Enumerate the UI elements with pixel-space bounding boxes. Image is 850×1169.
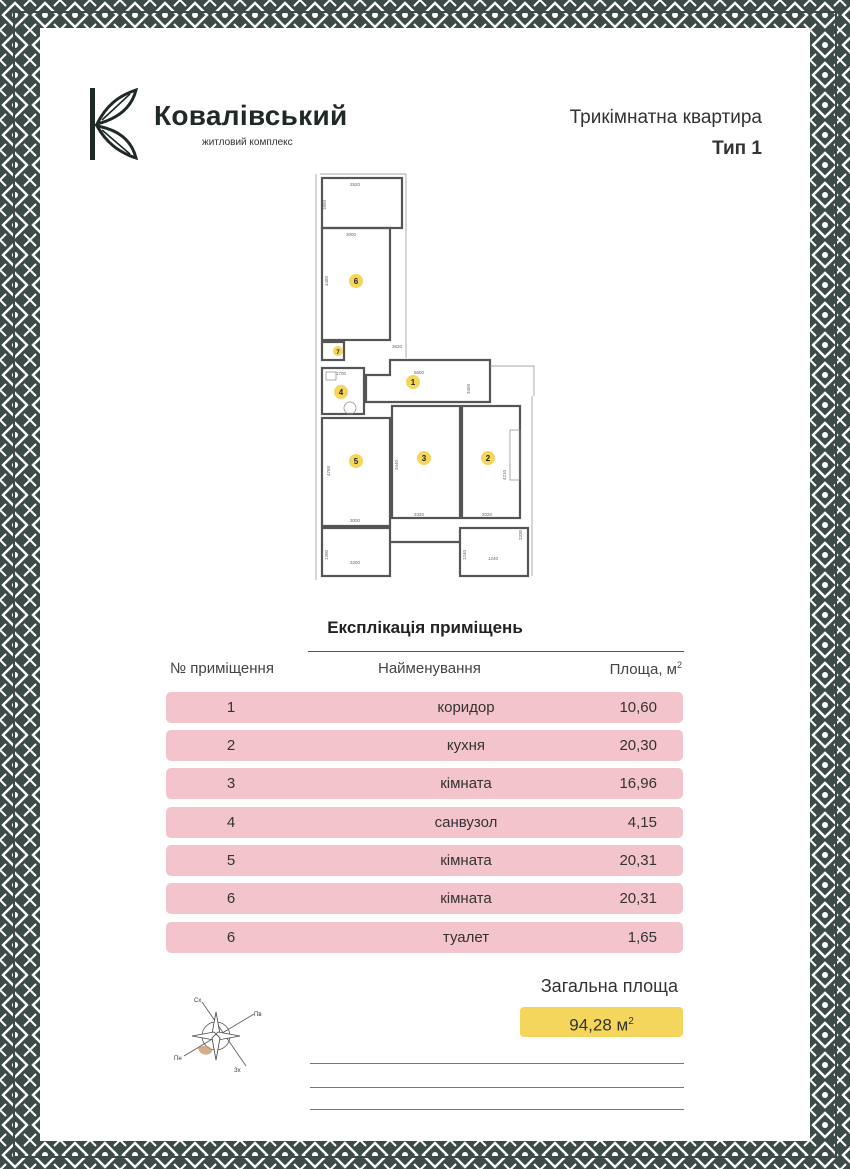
row-area: 16,96 (619, 775, 657, 792)
row-area: 20,31 (619, 852, 657, 869)
brand-logo-icon (88, 86, 140, 162)
header-name: Найменування (378, 660, 481, 677)
row-number: 2 (226, 737, 236, 754)
plan-room-label: 2 (485, 454, 491, 463)
plan-balcony-bottom-left (322, 528, 390, 576)
compass-label: Зх (234, 1068, 241, 1074)
row-number: 1 (226, 699, 236, 716)
compass-label: Пн (174, 1056, 182, 1062)
row-area: 1,65 (627, 929, 657, 946)
row-name: кімната (440, 775, 492, 792)
table-row (166, 922, 683, 953)
total-area-number: 94,28 м (569, 1015, 629, 1035)
total-area-label: Загальна площа (540, 976, 678, 996)
plan-dim: 3200 (350, 560, 361, 565)
plan-dim: 1300 (324, 549, 329, 560)
row-name: кімната (440, 890, 492, 907)
plan-dim: 5600 (414, 370, 425, 375)
brand-name: Ковалівський (154, 100, 348, 131)
plan-dim: 1850 (322, 199, 327, 210)
plan-dim: 2520 (350, 182, 361, 187)
plan-room-1 (366, 360, 490, 402)
row-number: 3 (226, 775, 236, 792)
explication-title: Експлікація приміщень (327, 618, 523, 637)
plan-dim: 3000 (346, 232, 357, 237)
signature-line (310, 1063, 684, 1064)
plan-room-label: 5 (353, 457, 359, 466)
plan-room-label: 6 (353, 277, 359, 286)
plan-dim: 4480 (324, 275, 329, 286)
row-area: 20,30 (619, 737, 657, 754)
plan-room-5 (322, 418, 390, 526)
total-area-sup: 2 (628, 1016, 634, 1027)
row-name: коридор (437, 699, 495, 716)
plan-dim: 3000 (350, 518, 361, 523)
plan-dim: 1240 (462, 549, 467, 560)
row-area: 4,15 (627, 814, 657, 831)
plan-dim: 1700 (336, 371, 347, 376)
row-number: 5 (226, 852, 236, 869)
table-row (166, 730, 683, 761)
table-row (166, 807, 683, 838)
compass-label: Сх (194, 998, 202, 1004)
signature-line (310, 1109, 684, 1110)
brand-subtitle: житловий комплекс (202, 137, 293, 148)
plan-dim: 1240 (488, 556, 499, 561)
row-area: 10,60 (619, 699, 657, 716)
table-row (166, 845, 683, 876)
apartment-title: Трикімнатна квартира (569, 107, 762, 128)
plan-dim: 2020 (482, 512, 493, 517)
plan-room-label: 3 (421, 454, 427, 463)
plan-room-label: 1 (410, 378, 416, 387)
header-area-sup: 2 (676, 660, 682, 670)
plan-dim: 3320 (414, 512, 425, 517)
row-area: 20,31 (619, 890, 657, 907)
header-number: № приміщення (170, 660, 274, 677)
plan-dim: 3440 (394, 459, 399, 470)
apartment-type: Тип 1 (712, 138, 762, 159)
compass-label: Пв (254, 1012, 262, 1018)
row-name: кімната (440, 852, 492, 869)
signature-line (310, 1087, 684, 1088)
row-name: санвузол (434, 814, 498, 831)
explication-divider (308, 651, 684, 652)
row-number: 4 (226, 814, 236, 831)
header-area-label: Площа, м (609, 661, 677, 678)
row-number: 6 (226, 929, 236, 946)
plan-dim: 3450 (466, 383, 471, 394)
table-row (166, 883, 683, 914)
table-row (166, 768, 683, 799)
plan-room-label: 4 (338, 388, 344, 397)
compass-rose-icon (168, 992, 276, 1078)
table-row (166, 692, 683, 723)
plan-dim: 2330 (518, 529, 523, 540)
header-area (610, 660, 682, 678)
floor-plan (310, 170, 542, 584)
plan-dim: 4760 (326, 465, 331, 476)
row-name: туалет (442, 929, 490, 946)
plan-dim: 4210 (502, 469, 507, 480)
plan-dim: 3620 (392, 344, 403, 349)
row-name: кухня (446, 737, 486, 754)
row-number: 6 (226, 890, 236, 907)
plan-room-label: 7 (336, 350, 340, 356)
plan-balcony-top (322, 178, 402, 228)
total-area-value (520, 1007, 683, 1037)
